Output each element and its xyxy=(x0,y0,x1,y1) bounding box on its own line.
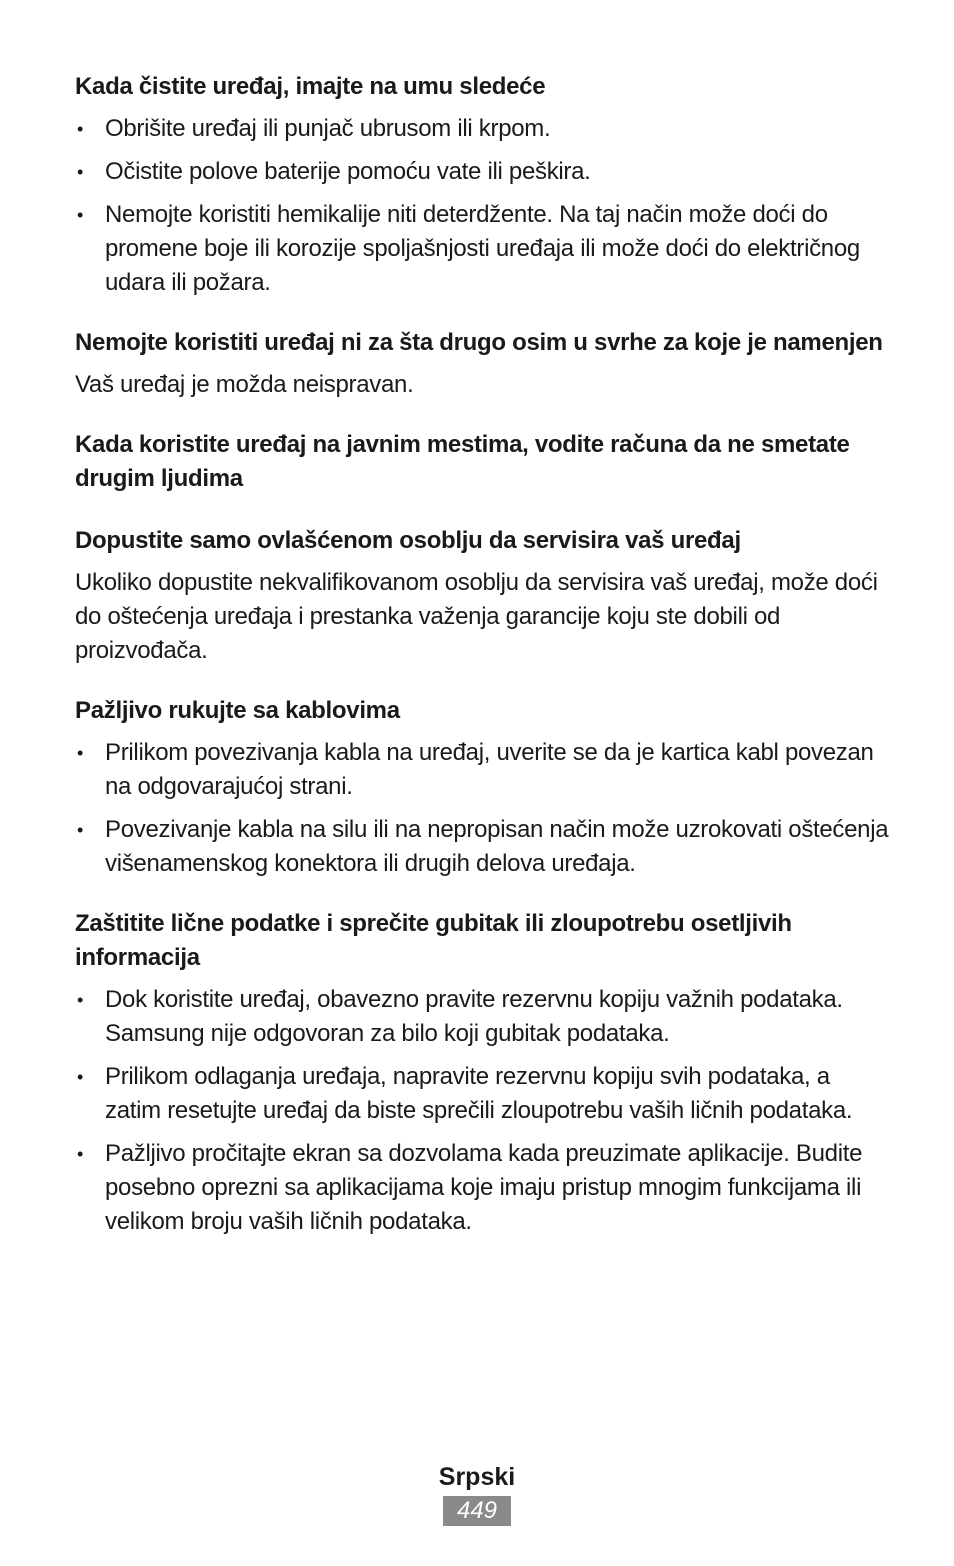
list-item-text: Obrišite uređaj ili punjač ubrusom ili krpom. xyxy=(105,115,551,142)
list-item xyxy=(75,112,890,146)
bullet-list xyxy=(75,736,890,881)
section-heading: Kada čistite uređaj, imajte na umu sledeće xyxy=(75,73,546,100)
list-item-text: Pažljivo pročitajte ekran sa dozvolama kada preuzimate aplikacije. Budite posebno oprezni sa aplikacijama koje imaju pristup mnogim funkcijama ili velikom broju vaših ličnih podataka. xyxy=(105,1140,863,1235)
section-heading: Kada koristite uređaj na javnim mestima, vodite računa da ne smetate drugim ljudima xyxy=(75,431,850,492)
bullet-icon: • xyxy=(77,743,84,763)
section-authorized-service xyxy=(75,524,890,668)
page-number: 449 xyxy=(443,1496,511,1526)
section-heading: Nemojte koristiti uređaj ni za šta drugo osim u svrhe za koje je namenjen xyxy=(75,329,883,356)
section-cables xyxy=(75,694,890,881)
section-intended-use xyxy=(75,326,890,402)
list-item-text: Prilikom odlaganja uređaja, napravite rezervnu kopiju svih podataka, a zatim resetujte uređaj da biste sprečili zloupotrebu vaših ličnih podataka. xyxy=(105,1063,853,1124)
bullet-icon: • xyxy=(77,205,84,225)
section-personal-data xyxy=(75,907,890,1239)
bullet-icon: • xyxy=(77,990,84,1010)
section-cleaning xyxy=(75,70,890,300)
section-text: Ukoliko dopustite nekvalifikovanom osoblju da servisira vaš uređaj, može doći do oštećenja uređaja i prestanka važenja garancije koju ste dobili od proizvođača. xyxy=(75,569,878,664)
section-heading: Dopustite samo ovlašćenom osoblju da servisira vaš uređaj xyxy=(75,527,741,554)
section-public-places xyxy=(75,428,890,496)
list-item xyxy=(75,198,890,300)
list-item xyxy=(75,1137,890,1239)
bullet-list xyxy=(75,983,890,1239)
bullet-icon: • xyxy=(77,1067,84,1087)
bullet-list xyxy=(75,112,890,300)
footer-language: Srpski xyxy=(438,1463,516,1491)
list-item-text: Dok koristite uređaj, obavezno pravite rezervnu kopiju važnih podataka. Samsung nije odgovoran za bilo koji gubitak podataka. xyxy=(105,986,843,1047)
document-body xyxy=(75,70,890,1265)
list-item-text: Nemojte koristiti hemikalije niti deterdžente. Na taj način može doći do promene boje ili korozije spoljašnjosti uređaja ili može doći do električnog udara ili požara. xyxy=(105,201,860,296)
list-item-text: Očistite polove baterije pomoću vate ili peškira. xyxy=(105,158,591,185)
list-item xyxy=(75,155,890,189)
list-item xyxy=(75,813,890,881)
list-item xyxy=(75,983,890,1051)
list-item-text: Prilikom povezivanja kabla na uređaj, uverite se da je kartica kabl povezan na odgovarajućoj strani. xyxy=(105,739,874,800)
bullet-icon: • xyxy=(77,820,84,840)
list-item xyxy=(75,736,890,804)
bullet-icon: • xyxy=(77,162,84,182)
page-footer xyxy=(0,1460,954,1526)
section-text: Vaš uređaj je možda neispravan. xyxy=(75,371,414,398)
section-heading: Zaštitite lične podatke i sprečite gubitak ili zloupotrebu osetljivih informacija xyxy=(75,910,792,971)
section-heading: Pažljivo rukujte sa kablovima xyxy=(75,697,400,724)
bullet-icon: • xyxy=(77,1144,84,1164)
list-item-text: Povezivanje kabla na silu ili na nepropisan način može uzrokovati oštećenja višenamenskog konektora ili drugih delova uređaja. xyxy=(105,816,889,877)
list-item xyxy=(75,1060,890,1128)
bullet-icon: • xyxy=(77,119,84,139)
